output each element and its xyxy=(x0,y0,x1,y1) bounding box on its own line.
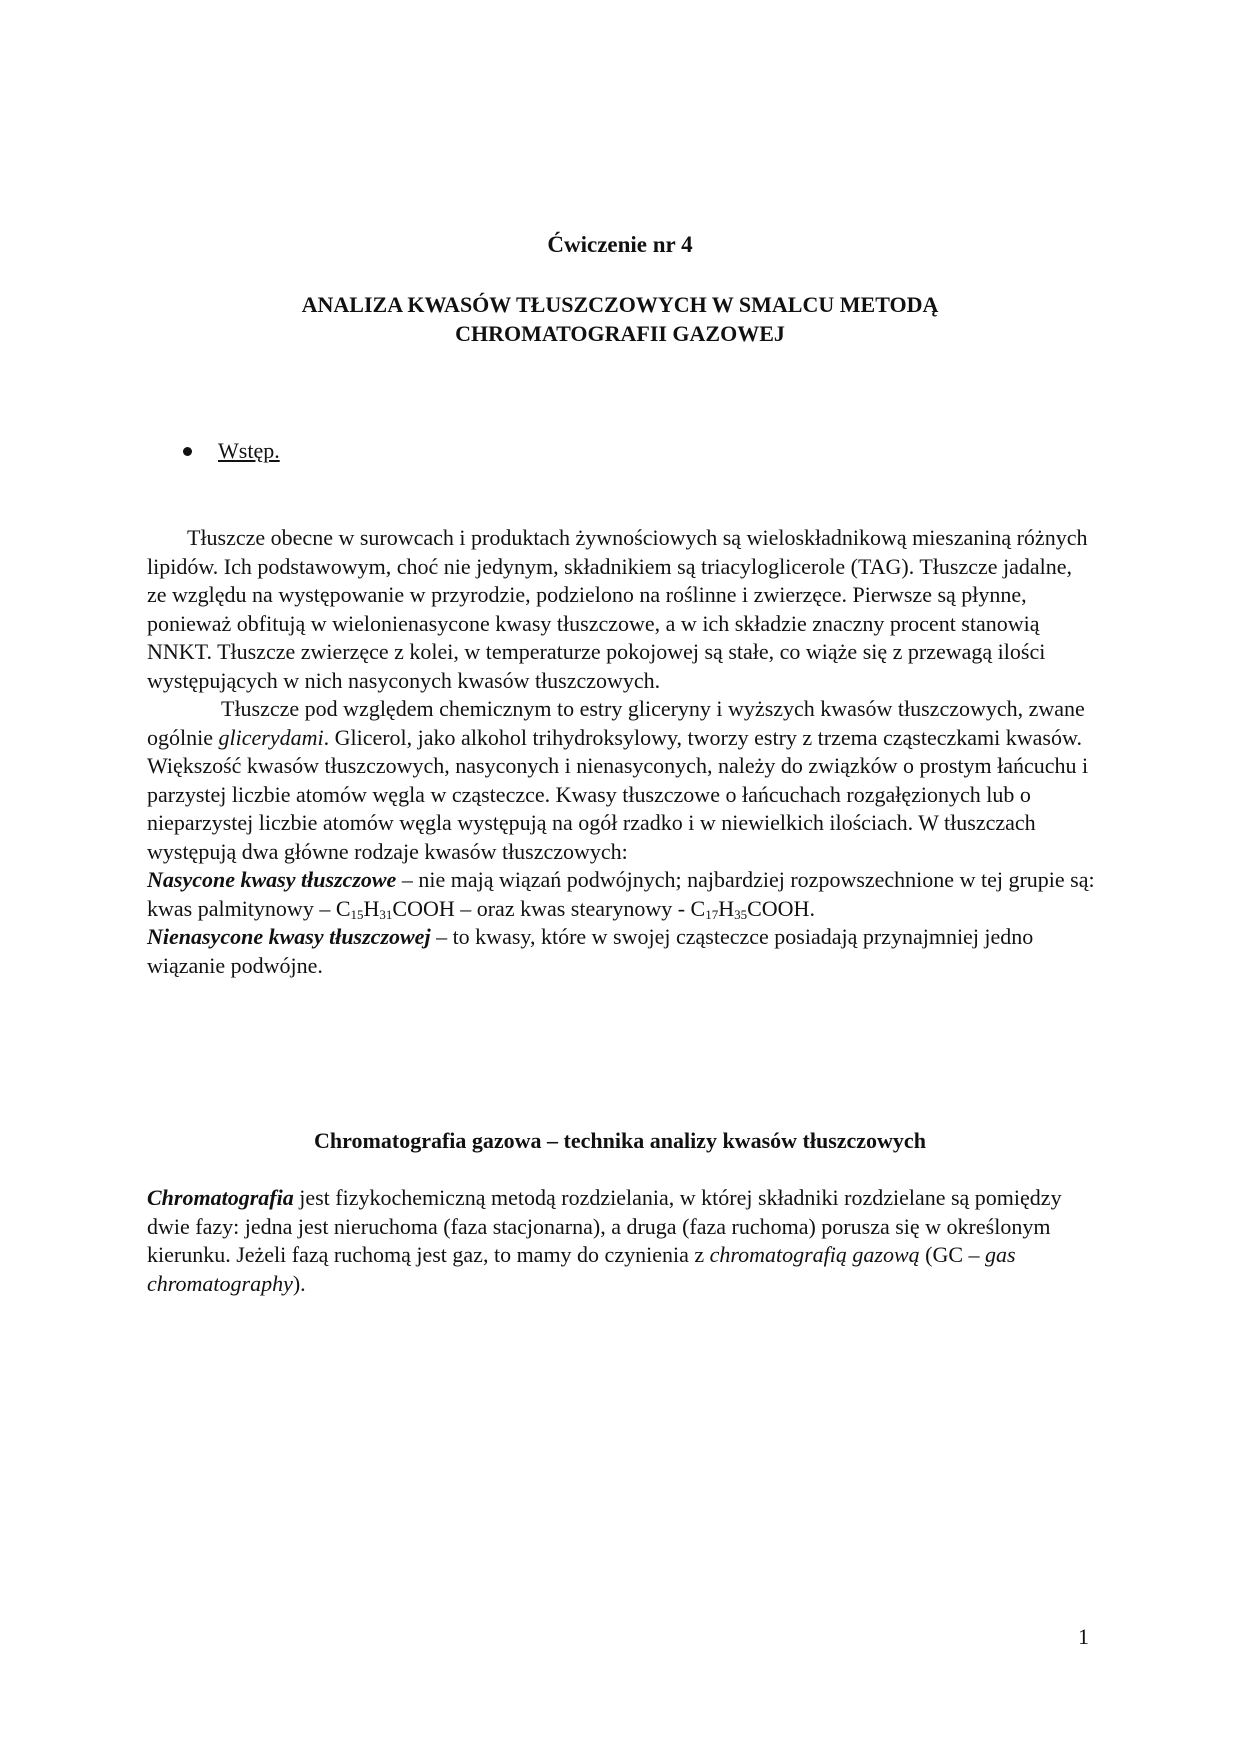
title-line-1: ANALIZA KWASÓW TŁUSZCZOWYCH W SMALCU METODĄ xyxy=(301,292,939,317)
bullet-icon xyxy=(183,447,192,456)
title-line-2: CHROMATOGRAFII GAZOWEJ xyxy=(455,321,785,346)
palmitic-sub-2: 31 xyxy=(379,906,393,922)
intro-p2-text-b: . Glicerol, jako alkohol trihydroksylowy, tworzy estry z trzema cząsteczkami kwasów. Większość kwasów tłuszczowych, nasyconych i nienasyconych, należy do związków o prostym łańcuchu i parzystej liczbie atomów węgla w cząsteczce. Kwasy tłuszczowe o łańcuchach rozgałęzionych lub o nieparzystej liczbie atomów węgla występują na ogół rzadko i w niewielkich ilościach. W tłuszczach występują dwa główne rodzaje kwasów tłuszczowych: xyxy=(147,724,1089,864)
intro-p2-text-a: Tłuszcze pod względem chemicznym to estry gliceryny i wyższych kwasów tłuszczowych, zwane ogólnie xyxy=(147,696,1085,750)
stearic-sub-1: 17 xyxy=(705,906,719,922)
palmitic-h: H xyxy=(363,895,380,921)
unsaturated-term: Nienasycone kwasy tłuszczowej xyxy=(147,924,431,949)
section-heading-chromatography: Chromatografia gazowa – technika analizy kwasów tłuszczowych xyxy=(314,1128,926,1153)
intro-section xyxy=(147,524,1097,980)
exercise-number: Ćwiczenie nr 4 xyxy=(547,232,693,257)
saturated-text-b: COOH – oraz kwas stearynowy - C xyxy=(392,895,706,921)
chrom-text-c: ). xyxy=(292,1270,306,1296)
chromatography-section xyxy=(147,1184,1097,1298)
document-title xyxy=(140,290,1100,348)
intro-paragraph-2 xyxy=(147,695,1097,866)
unsaturated-text: – to kwasy, które w swojej cząsteczce posiadają przynajmniej jedno wiązanie podwójne. xyxy=(147,924,1034,978)
chrom-text-b: (GC – xyxy=(919,1242,986,1267)
intro-paragraph-1: Tłuszcze obecne w surowcach i produktach żywnościowych są wieloskładnikową mieszaniną różnych lipidów. Ich podstawowym, choć nie jedynym, składnikiem są triacyloglicerole (TAG). Tłuszcze jadalne, ze względu na występowanie w przyrodzie, podzielono na roślinne i zwierzęce. Pierwsze są płynne, ponieważ obfitują w wielonienasycone kwasy tłuszczowe, a w ich składzie znaczny procent stanowią NNKT. Tłuszcze zwierzęce z kolei, w temperaturze pokojowej są stałe, co wiąże się z przewagą ilości występujących w nich nasyconych kwasów tłuszczowych. xyxy=(147,525,1088,693)
stearic-h: H xyxy=(718,895,735,921)
unsaturated-paragraph xyxy=(147,923,1097,980)
chrom-text-a: jest fizykochemiczną metodą rozdzielania, w której składniki rozdzielane są pomiędzy dwie fazy: jedna jest nieruchoma (faza stacjonarna), a druga (faza ruchoma) porusza się w określonym kierunku. Jeżeli fazą ruchomą jest gaz, to mamy do czynienia z xyxy=(147,1185,1062,1267)
chrom-italic-gc: chromatografią gazową xyxy=(709,1242,920,1267)
stearic-sub-2: 35 xyxy=(734,906,748,922)
chromatography-paragraph xyxy=(147,1184,1097,1298)
saturated-text-a: – nie mają wiązań podwójnych; najbardziej rozpowszechnione w tej grupie są: kwas palmitynowy – C xyxy=(147,867,1095,921)
bullet-label: Wstęp. xyxy=(218,438,280,463)
page-number: 1 xyxy=(1078,1624,1089,1649)
chrom-italic-gas-chromatography: gas chromatography xyxy=(147,1242,1016,1296)
intro-bullet xyxy=(183,438,280,464)
chromatography-term: Chromatografia xyxy=(147,1185,294,1210)
saturated-term: Nasycone kwasy tłuszczowe xyxy=(147,867,397,892)
saturated-paragraph xyxy=(147,866,1097,923)
saturated-text-c: COOH. xyxy=(747,895,815,921)
glycerides-term: glicerydami xyxy=(218,724,324,750)
palmitic-sub-1: 15 xyxy=(350,906,364,922)
